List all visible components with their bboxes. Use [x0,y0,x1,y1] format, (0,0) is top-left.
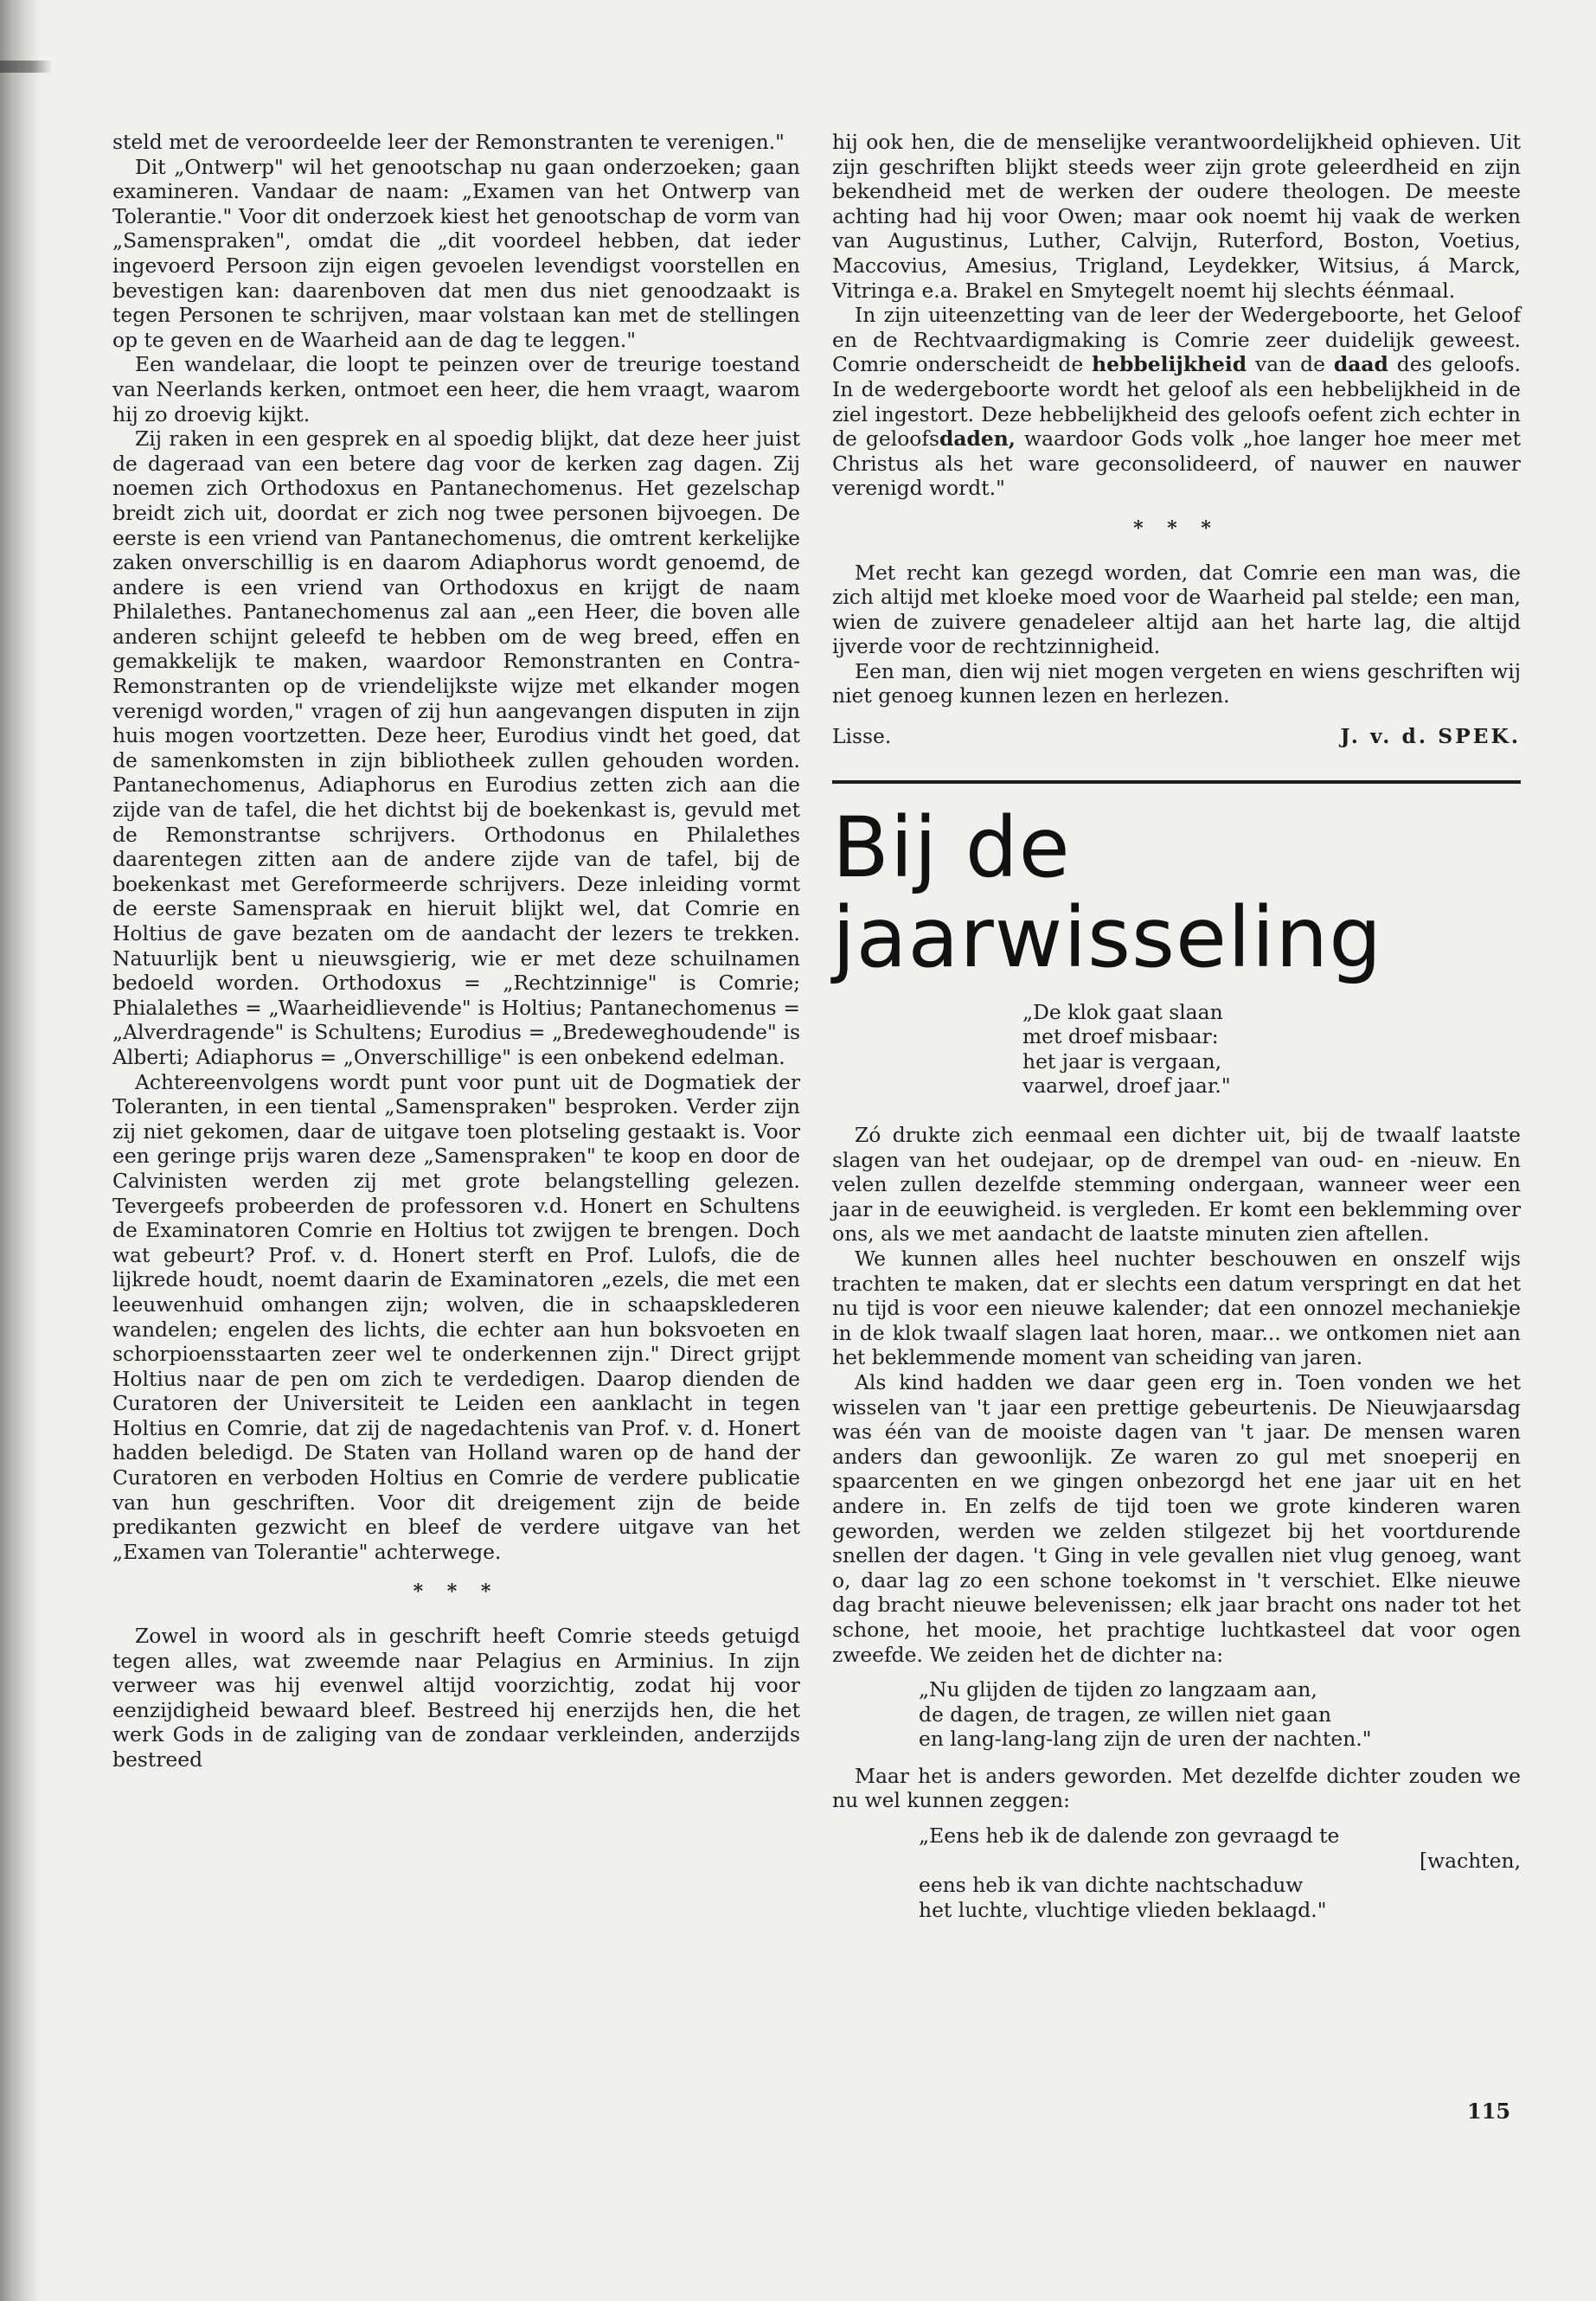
paragraph: Zij raken in een gesprek en al spoedig blijkt, dat deze heer juist de dageraad van een betere dag voor de kerken zag dagen. Zij noemen zich Orthodoxus en Pantanechomenus. Het gezelschap breidt zich uit, doordat er zich nog twee personen bijvoegen. De eerste is een vriend van Pantanechomenus, die omtrent kerkelijke zaken onverschillig is en daarom Adiaphorus wordt genoemd, de andere is een vriend van Orthodoxus en krijgt de naam Philalethes. Pantanechomenus zal aan „een Heer, die boven alle anderen schijnt geleefd te hebben om de weg breed, effen en gemakkelijk te maken, waardoor Remonstranten en Contra-Remonstranten op de vriendelijkste wijze met elkander mogen verenigd worden," vragen of zij hun aangevangen disputen in zijn huis mogen voortzetten. Deze heer, Eurodius vindt het goed, dat de samenkomsten in zijn bibliotheek zullen gehouden worden. Pantanechomenus, Adiaphorus en Eurodius zetten zich aan die zijde van de tafel, die het dichtst bij de boekenkast is, gevuld met de Remonstrantse schrijvers. Orthodonus en Philalethes daarentegen zitten aan de andere zijde van de tafel, bij de boekenkast met Gereformeerde schrijvers. Deze inleiding vormt de eerste Samenspraak en hieruit blijkt wel, dat Comrie en Holtius de gave bezaten om de aandacht der lezers te trekken. Natuurlijk bent u nieuwsgierig, wie er met deze schuilnamen bedoeld worden. Orthodoxus = „Rechtzinnige" is Comrie; Phialalethes = „Waarheidlievende" is Holtius; Pantanechomenus = „Alverdragende" is Schultens; Eurodius = „Bredeweghoudende" is Alberti; Adiaphorus = „Onverschillige" is een onbekend edelman. [112,426,800,1069]
signature-row [832,724,1521,749]
poem-line: „De klok gaat slaan [1022,999,1223,1024]
paragraph: Met recht kan gezegd worden, dat Comrie een man was, die zich altijd met kloeke moed voor de Waarheid pal stelde; een man, wien de zuivere genadeleer altijd aan het harte lag, die altijd ijverde voor de rechtzinnigheid. [832,560,1521,659]
poem-stanza [1022,1000,1521,1099]
section-separator: * * * [1133,516,1220,540]
poem-line-continuation: [wachten, [1420,1848,1521,1873]
paragraph: steld met de veroordeelde leer der Remonstranten te verenigen." [112,130,785,154]
paragraph: Maar het is anders geworden. Met dezelfde dichter zouden we nu wel kunnen zeggen: [832,1763,1521,1813]
paragraph: Achtereenvolgens wordt punt voor punt uit de Dogmatiek der Toleranten, in een tiental „Samenspraken" besproken. Verder zijn zij niet gekomen, daar de uitgave toen plotseling gestaakt is. Voor een geringe prijs waren deze „Samenspraken" te koop en door de Calvinisten werden zij met grote belangstelling gelezen. Tevergeefs probeerden de professoren v.d. Honert en Schultens de Examinatoren Comrie en Holtius tot zwijgen te brengen. Doch wat gebeurt? Prof. v. d. Honert sterft en Prof. Lulofs, die de lijkrede houdt, noemt daarin de Examinatoren „ezels, die met een leeuwenhuid omhangen zijn; wolven, die in schaapsklederen wandelen; engelen des lichts, die echter aan hun boksvoeten en schorpioensstaarten zeer wel te onderkennen zijn." Direct grijpt Holtius naar de pen om zich te verdedigen. Daarop dienden de Curatoren der Universiteit te Leiden een aanklacht in tegen Holtius en Comrie, dat zij de nagedachtenis van Prof. v. d. Honert hadden beledigd. De Staten van Holland waren op de hand der Curatoren en verboden Holtius en Comrie de verdere publicatie van hun geschriften. Voor dit dreigement zijn de beide predikanten gezwicht en bleef de verdere uitgave van het „Examen van Tolerantie" achterwege. [112,1069,800,1564]
spacer [832,1111,1521,1123]
paragraph: Als kind hadden we daar geen erg in. Toen vonden we het wisselen van 't jaar een prettige gebeurtenis. De Nieuwjaarsdag was één van de mooiste dagen van 't jaar. De mensen waren anders dan gewoonlijk. Ze waren zo gul met snoeperij en spaarcenten en we gingen onbezorgd het ene jaar uit en het andere in. En zelfs de tijd toen we grote kinderen waren geworden, werden we zelden stilgezet bij het voortdurende snellen der dagen. 't Ging in vele gevallen niet vlug genoeg, want o, daar lag zo een schone toekomst in 't verschiet. Elke nieuwe dag bracht nieuwe belevenissen; elk jaar bracht ons nader tot het schone, het mooie, het prachtige luchtkasteel dat voor ogen zweefde. We zeiden het de dichter na: [832,1369,1521,1667]
text-run: des geloofs. In de wedergeboorte wordt het geloof als een hebbelijkheid in de ziel ingestort. Deze hebbelijkheid des geloofs oefent zich echter in de geloofs [832,352,1521,452]
article-title: Bij de jaarwisseling [832,798,1383,986]
page-number: 115 [1467,2099,1511,2124]
bold-term: daad [1333,352,1388,377]
paragraph [832,303,1521,501]
poem-line: het luchte, vluchtige vlieden beklaagd." [919,1897,1327,1922]
poem-line: eens heb ik van dichte nachtschaduw [919,1873,1304,1898]
page-binding-shadow [0,0,40,2301]
poem-line: „Nu glijden de tijden zo langzaam aan, [919,1677,1317,1702]
poem-line: „Eens heb ik de dalende zon gevraagd te [919,1823,1340,1849]
signature-author: J. v. d. SPEK. [1340,724,1521,749]
paragraph: We kunnen alles heel nuchter beschouwen en onszelf wijs trachten te maken, dat er slechts een datum verspringt en dat het nu tijd is voor een nieuwe kalender; dat een onnozel mechaniekje in de klok twaalf slagen laat horen, maar... we ontkomen niet aan het beklemmende moment van scheiding van jaren. [832,1247,1521,1370]
poem-line: met droef misbaar: [1022,1024,1219,1049]
section-separator: * * * [413,1580,500,1604]
paragraph: Zó drukte zich eenmaal een dichter uit, bij de twaalf laatste slagen van het oudejaar, op de drempel van oud- en -nieuw. En velen zullen dezelfde stemming ondergaan, wanneer weer een jaar in de eeuwigheid. is vergleden. Er komt een beklemming over ons, als we met aandacht de laatste minuten zien aftellen. [832,1123,1521,1247]
poem-line: het jaar is vergaan, [1022,1048,1222,1074]
text-run: waardoor Gods volk „hoe langer hoe meer met Christus als het ware geconsolideerd, of nauwer en nauwer verenigd wordt." [832,426,1521,501]
signature-place: Lisse. [832,724,892,749]
article-divider [832,780,1521,784]
paragraph: Zowel in woord als in geschrift heeft Comrie steeds getuigd tegen alles, wat zweemde naar Pelagius en Arminius. In zijn verweer was hij evenwel altijd voorzichtig, zodat hij voor eenzijdigheid bewaard bleef. Bestreed hij enerzijds hen, die het werk Gods in de zaliging van de zondaar verkleinden, anderzijds bestreed [112,1624,800,1772]
paragraph: Dit „Ontwerp" wil het genootschap nu gaan onderzoeken; gaan examineren. Vandaar de naam: „Examen van het Ontwerp van Tolerantie." Voor dit onderzoek kiest het genootschap de vorm van „Samenspraken", omdat die „dit voordeel hebben, dat ieder ingevoerd Persoon zijn eigen gevoelen levendigst voorstellen en bevestigen kan: daarenboven dat men dus niet genoodzaakt is tegen Personen te schrijven, maar volstaan kan met de stellingen op te geven en de Waarheid aan de dag te leggen." [112,154,800,352]
text-run: van de [1247,352,1334,377]
paragraph: Een man, dien wij niet mogen vergeten en wiens geschriften wij niet genoeg kunnen lezen en herlezen. [832,658,1521,708]
text-run: In zijn uiteenzetting van de leer der Wedergeboorte, het Geloof en de Rechtvaardigmaking is Comrie zeer duidelijk geweest. Comrie onderscheidt de [832,303,1521,377]
poem-line: de dagen, de tragen, ze willen niet gaan [919,1702,1332,1727]
right-column [832,130,1521,1922]
paragraph: hij ook hen, die de menselijke verantwoordelijkheid ophieven. Uit zijn geschriften blijkt steeds weer zijn grote geleerdheid en zijn bekendheid met de werken der oudere theologen. De meeste achting had hij voor Owen; maar ook noemt hij vaak de werken van Augustinus, Luther, Calvijn, Ruterford, Boston, Voetius, Maccovius, Amesius, Trigland, Leydekker, Witsius, á Marck, Vitringa e.a. Brakel en Smytegelt noemt hij slechts éénmaal. [832,130,1521,303]
bold-term: hebbelijkheid [1092,352,1247,377]
poem-stanza [919,1677,1521,1752]
poem-stanza [919,1823,1521,1922]
binding-mark [0,61,52,73]
bold-term: daden, [939,426,1016,452]
poem-line: en lang-lang-lang zijn de uren der nachten." [919,1727,1372,1752]
left-column [112,130,800,1772]
poem-line: vaarwel, droef jaar." [1022,1074,1231,1099]
paragraph: Een wandelaar, die loopt te peinzen over de treurige toestand van Neerlands kerken, ontmoet een heer, die hem vraagt, waarom hij zo droevig kijkt. [112,352,800,426]
